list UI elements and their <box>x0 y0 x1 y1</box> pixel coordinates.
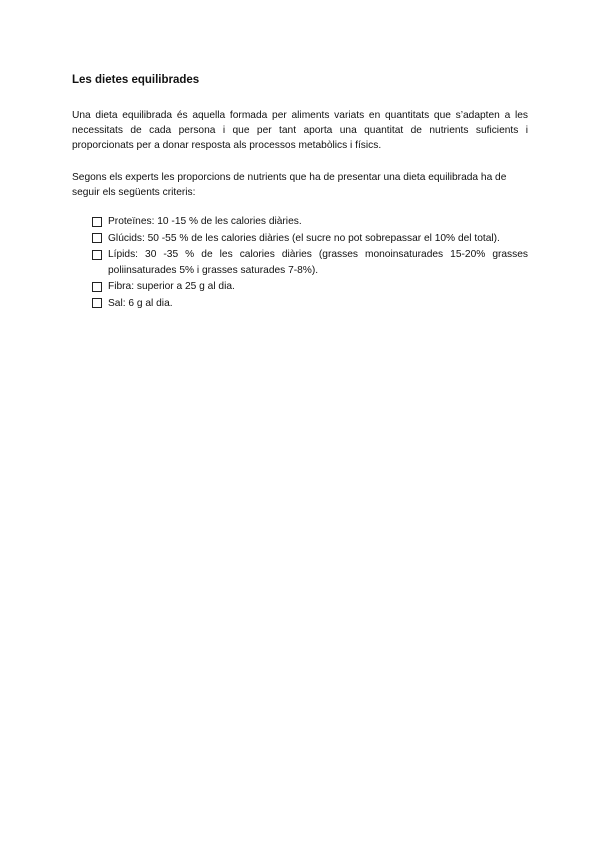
checkbox-icon[interactable] <box>92 282 102 292</box>
criteria-item-text: Glúcids: 50 -55 % de les calories diàries (el sucre no pot sobrepassar el 10% del total). <box>108 232 500 244</box>
criteria-item-carbohydrates <box>92 231 528 247</box>
checkbox-icon[interactable] <box>92 298 102 308</box>
criteria-item-proteins <box>92 214 528 230</box>
document-content <box>72 72 528 312</box>
checkbox-icon[interactable] <box>92 233 102 243</box>
criteria-intro-paragraph: Segons els experts les proporcions de nutrients que ha de presentar una dieta equilibrada ha de seguir els següents criteris: <box>72 172 507 198</box>
criteria-item-salt <box>92 296 528 312</box>
criteria-item-lipids <box>92 247 528 278</box>
criteria-item-text: Lípids: 30 -35 % de les calories diàries (grasses monoinsaturades 15-20% grasses poliinsaturades 5% i grasses saturades 7-8%). <box>108 249 528 276</box>
document-title: Les dietes equilibrades <box>72 74 200 86</box>
checkbox-icon[interactable] <box>92 217 102 227</box>
criteria-item-fiber <box>92 279 528 295</box>
criteria-checklist <box>92 214 528 311</box>
criteria-item-text: Sal: 6 g al dia. <box>108 297 173 309</box>
checkbox-icon[interactable] <box>92 250 102 260</box>
intro-paragraph: Una dieta equilibrada és aquella formada per aliments variats en quantitats que s’adapten a les necessitats de cada persona i que per tant aporta una quantitat de nutrients suficients i proporcionats per a donar resposta als processos metabòlics i físics. <box>72 110 528 151</box>
criteria-item-text: Proteïnes: 10 -15 % de les calories diàries. <box>108 216 302 227</box>
criteria-item-text: Fibra: superior a 25 g al dia. <box>108 281 235 292</box>
